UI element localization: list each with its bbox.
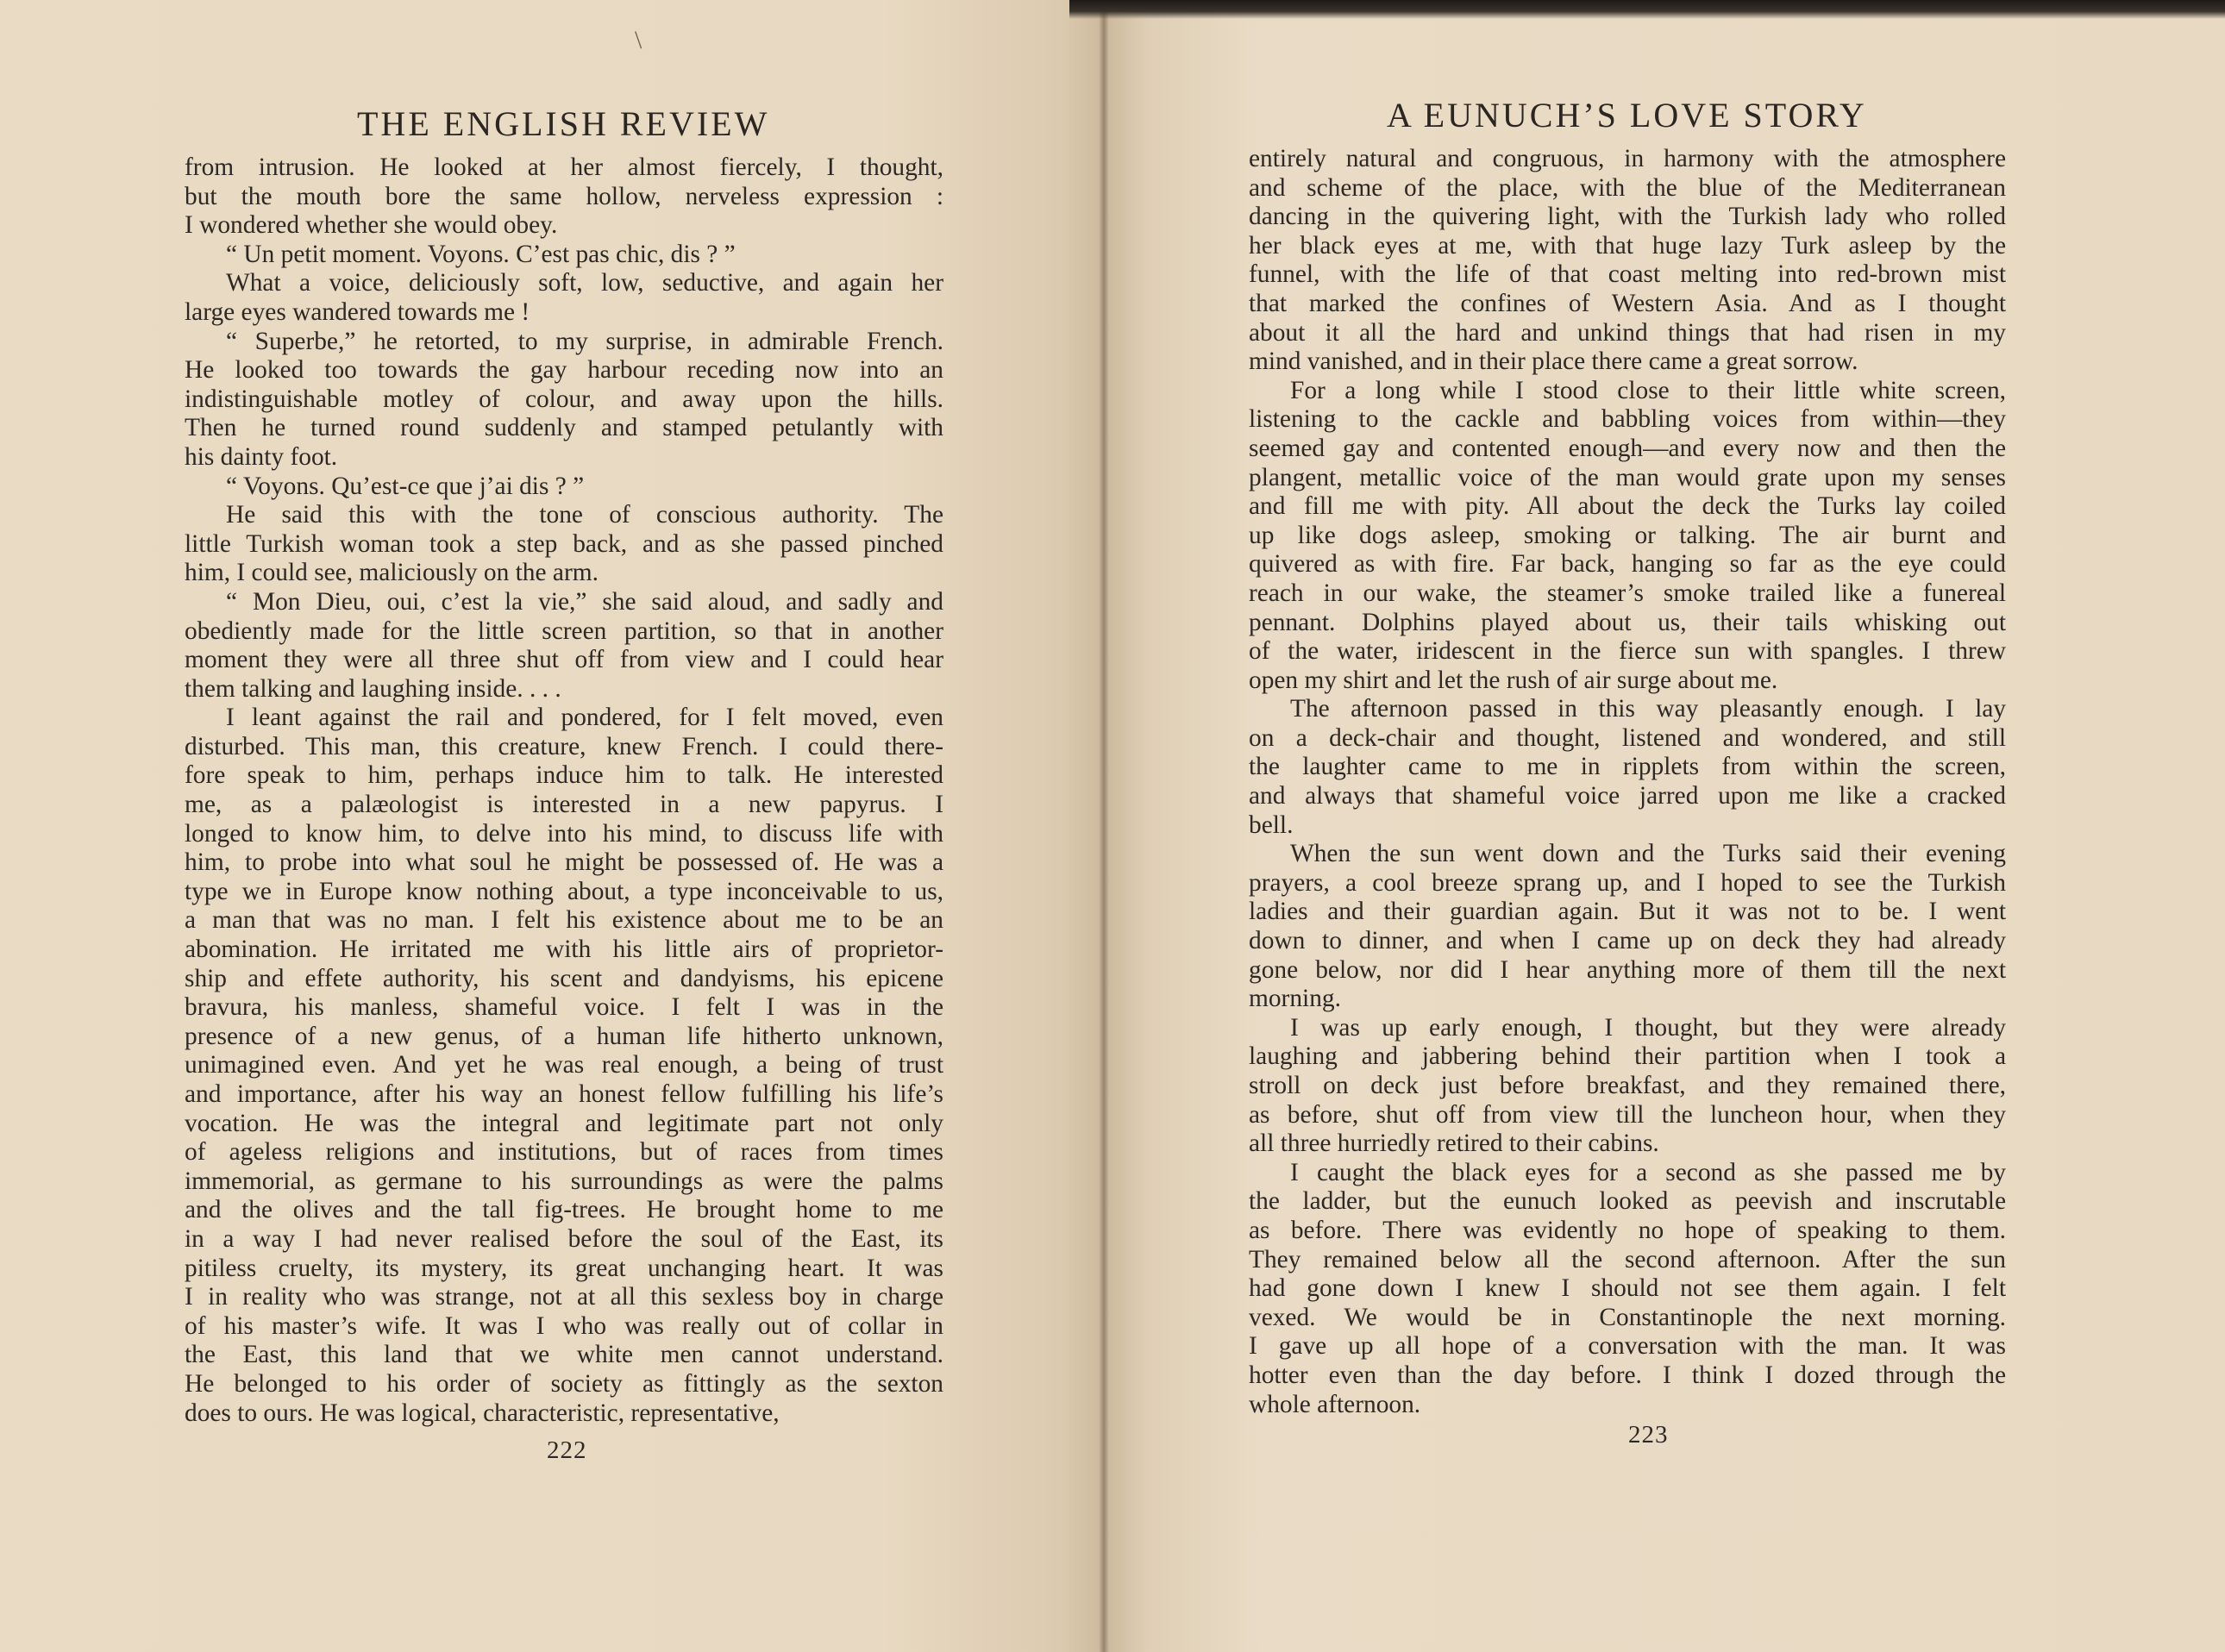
text-line: For a long while I stood close to their little white screen, — [1290, 376, 2006, 404]
text-line: open my shirt and let the rush of air surge about me. — [1249, 666, 1778, 694]
text-line: vexed. We would be in Constantinople the next morning. — [1249, 1303, 2006, 1331]
text-line: all three hurriedly retired to their cabins. — [1249, 1129, 1659, 1158]
text-line: stroll on deck just before breakfast, and they remained there, — [1249, 1072, 2006, 1099]
text-line: morning. — [1249, 985, 1341, 1013]
text-line: and scheme of the place, with the blue of the Mediterranean — [1249, 173, 2006, 202]
text-line: of the water, iridescent in the fierce sun with spangles. I threw — [1249, 637, 2006, 666]
text-line: large eyes wandered towards me ! — [185, 297, 530, 326]
text-line: me, as a palæologist is interested in a new papyrus. I — [185, 791, 943, 819]
text-line: disturbed. This man, this creature, knew French. I could there- — [185, 732, 943, 760]
text-line: ladies and their guardian again. But it was not to be. I went — [1249, 898, 2006, 926]
text-line: hotter even than the day before. I think I dozed through the — [1249, 1361, 2006, 1389]
text-line: the laughter came to me in ripplets from within the screen, — [1249, 753, 2006, 781]
text-line: “ Voyons. Qu’est-ce que j’ai dis ? ” — [226, 472, 585, 500]
left-page-text — [185, 153, 943, 1428]
text-line: of ageless religions and institutions, but of races from times — [185, 1138, 943, 1167]
text-line: his dainty foot. — [185, 442, 338, 471]
text-line: plangent, metallic voice of the man would grate upon my senses — [1249, 463, 2006, 491]
text-line: and always that shameful voice jarred upon me like a cracked — [1249, 782, 2006, 810]
text-line: ship and effete authority, his scent and dandyisms, his epicene — [185, 964, 943, 992]
text-line: as before, shut off from view till the luncheon hour, when they — [1249, 1100, 2006, 1129]
right-page — [1104, 0, 2225, 1652]
text-line: mind vanished, and in their place there came a great sorrow. — [1249, 347, 1858, 376]
text-line: obediently made for the little screen partition, so that in another — [185, 616, 943, 645]
text-line: I caught the black eyes for a second as she passed me by — [1290, 1158, 2006, 1186]
text-line: longed to know him, to delve into his mind, to discuss life with — [185, 819, 943, 848]
text-line: up like dogs asleep, smoking or talking. The air burnt and — [1249, 521, 2006, 549]
text-line: her black eyes at me, with that huge lazy Turk asleep by the — [1249, 231, 2006, 260]
running-head-left: THE ENGLISH REVIEW — [357, 104, 770, 143]
text-line: bell. — [1249, 810, 1294, 839]
text-line: about it all the hard and unkind things that had risen in my — [1249, 318, 2006, 347]
text-line: The afternoon passed in this way pleasantly enough. I lay — [1290, 695, 2006, 723]
text-line: dancing in the quivering light, with the Turkish lady who rolled — [1249, 203, 2006, 231]
running-head-right: A EUNUCH’S LOVE STORY — [1387, 96, 1867, 135]
text-line: “ Mon Dieu, oui, c’est la vie,” she said aloud, and sadly and — [226, 587, 943, 616]
text-line: prayers, a cool breeze sprang up, and I hoped to see the Turkish — [1249, 868, 2006, 897]
text-line: laughing and jabbering behind their partition when I took a — [1249, 1042, 2006, 1071]
right-page-text — [1249, 145, 2006, 1419]
text-line: and fill me with pity. All about the deck the Turks lay coiled — [1249, 492, 2006, 521]
text-line: quivered as with fire. Far back, hanging so far as the eye could — [1249, 550, 2006, 579]
text-line: him, I could see, maliciously on the arm. — [185, 559, 599, 587]
text-line: moment they were all three shut off from view and I could hear — [185, 646, 943, 674]
text-line: him, to probe into what soul he might be possessed of. He was a — [185, 848, 943, 877]
text-line: reach in our wake, the steamer’s smoke trailed like a funereal — [1249, 579, 2006, 607]
text-line: down to dinner, and when I came up on deck they had already — [1249, 927, 2006, 955]
text-line: When the sun went down and the Turks said their evening — [1290, 840, 2006, 868]
text-line: bravura, his manless, shameful voice. I felt I was in the — [185, 993, 943, 1022]
text-line: I in reality who was strange, not at all this sexless boy in charge — [185, 1283, 943, 1311]
text-line: as before. There was evidently no hope of speaking to them. — [1249, 1216, 2006, 1244]
text-line: “ Un petit moment. Voyons. C’est pas chic, dis ? ” — [226, 240, 736, 268]
text-line: Then he turned round suddenly and stamped petulantly with — [185, 414, 943, 442]
text-line: the East, this land that we white men cannot understand. — [185, 1341, 943, 1369]
text-line: type we in Europe know nothing about, a type inconceivable to us, — [185, 877, 943, 905]
text-line: but the mouth bore the same hollow, nerveless expression : — [185, 182, 943, 210]
text-line: He said this with the tone of conscious authority. The — [226, 501, 943, 529]
page-edge-shadow — [1069, 0, 2225, 19]
text-line: What a voice, deliciously soft, low, seductive, and again her — [226, 269, 943, 297]
page-number-left: 222 — [547, 1436, 587, 1464]
text-line: They remained below all the second afternoon. After the sun — [1249, 1245, 2006, 1273]
text-line: a man that was no man. I felt his existence about me to be an — [185, 906, 943, 935]
text-line: had gone down I knew I should not see them again. I felt — [1249, 1274, 2006, 1303]
text-line: pitiless cruelty, its mystery, its great unchanging heart. It was — [185, 1254, 943, 1282]
text-line: from intrusion. He looked at her almost fiercely, I thought, — [185, 153, 943, 181]
text-line: I leant against the rail and pondered, for I felt moved, even — [226, 704, 943, 732]
text-line: abomination. He irritated me with his little airs of proprietor- — [185, 936, 943, 964]
text-line: in a way I had never realised before the soul of the East, its — [185, 1224, 943, 1253]
text-line: does to ours. He was logical, characteristic, representative, — [185, 1399, 780, 1427]
text-line: immemorial, as germane to his surroundings as were the palms — [185, 1167, 943, 1195]
text-line: I gave up all hope of a conversation with the man. It was — [1249, 1332, 2006, 1361]
text-line: and importance, after his way an honest fellow fulfilling his life’s — [185, 1080, 943, 1108]
text-line: them talking and laughing inside. . . . — [185, 674, 561, 703]
text-line: He belonged to his order of society as fittingly as the sexton — [185, 1369, 943, 1398]
text-line: presence of a new genus, of a human life hitherto unknown, — [185, 1022, 943, 1050]
text-line: fore speak to him, perhaps induce him to talk. He interested — [185, 761, 943, 790]
text-line: indistinguishable motley of colour, and away upon the hills. — [185, 385, 943, 413]
text-line: and the olives and the tall fig-trees. He brought home to me — [185, 1196, 943, 1224]
page-number-right: 223 — [1628, 1421, 1669, 1449]
text-line: seemed gay and contented enough—and every now and then the — [1249, 434, 2006, 462]
text-line: I wondered whether she would obey. — [185, 211, 558, 240]
text-line: pennant. Dolphins played about us, their tails whisking out — [1249, 608, 2006, 636]
text-line: whole afternoon. — [1249, 1390, 1421, 1418]
text-line: listening to the cackle and babbling voices from within—they — [1249, 405, 2006, 434]
text-line: on a deck-chair and thought, listened and wondered, and still — [1249, 723, 2006, 752]
text-line: He looked too towards the gay harbour receding now into an — [185, 356, 943, 385]
text-line: “ Superbe,” he retorted, to my surprise, in admirable French. — [226, 327, 943, 355]
text-line: vocation. He was the integral and legitimate part not only — [185, 1109, 943, 1137]
text-line: entirely natural and congruous, in harmony with the atmosphere — [1249, 145, 2006, 172]
text-line: gone below, nor did I hear anything more of them till the next — [1249, 955, 2006, 984]
text-line: unimagined even. And yet he was real enough, a being of trust — [185, 1051, 943, 1079]
text-line: funnel, with the life of that coast melting into red-brown mist — [1249, 260, 2006, 289]
left-page — [0, 0, 1104, 1652]
text-line: that marked the confines of Western Asia. And as I thought — [1249, 289, 2006, 317]
text-line: of his master’s wife. It was I who was really out of collar in — [185, 1311, 943, 1340]
text-line: little Turkish woman took a step back, and as she passed pinched — [185, 529, 943, 558]
text-line: I was up early enough, I thought, but they were already — [1290, 1013, 2006, 1042]
ink-mark: \ — [635, 26, 642, 54]
book-gutter — [1099, 0, 1109, 1652]
text-line: the ladder, but the eunuch looked as peevish and inscrutable — [1249, 1187, 2006, 1216]
